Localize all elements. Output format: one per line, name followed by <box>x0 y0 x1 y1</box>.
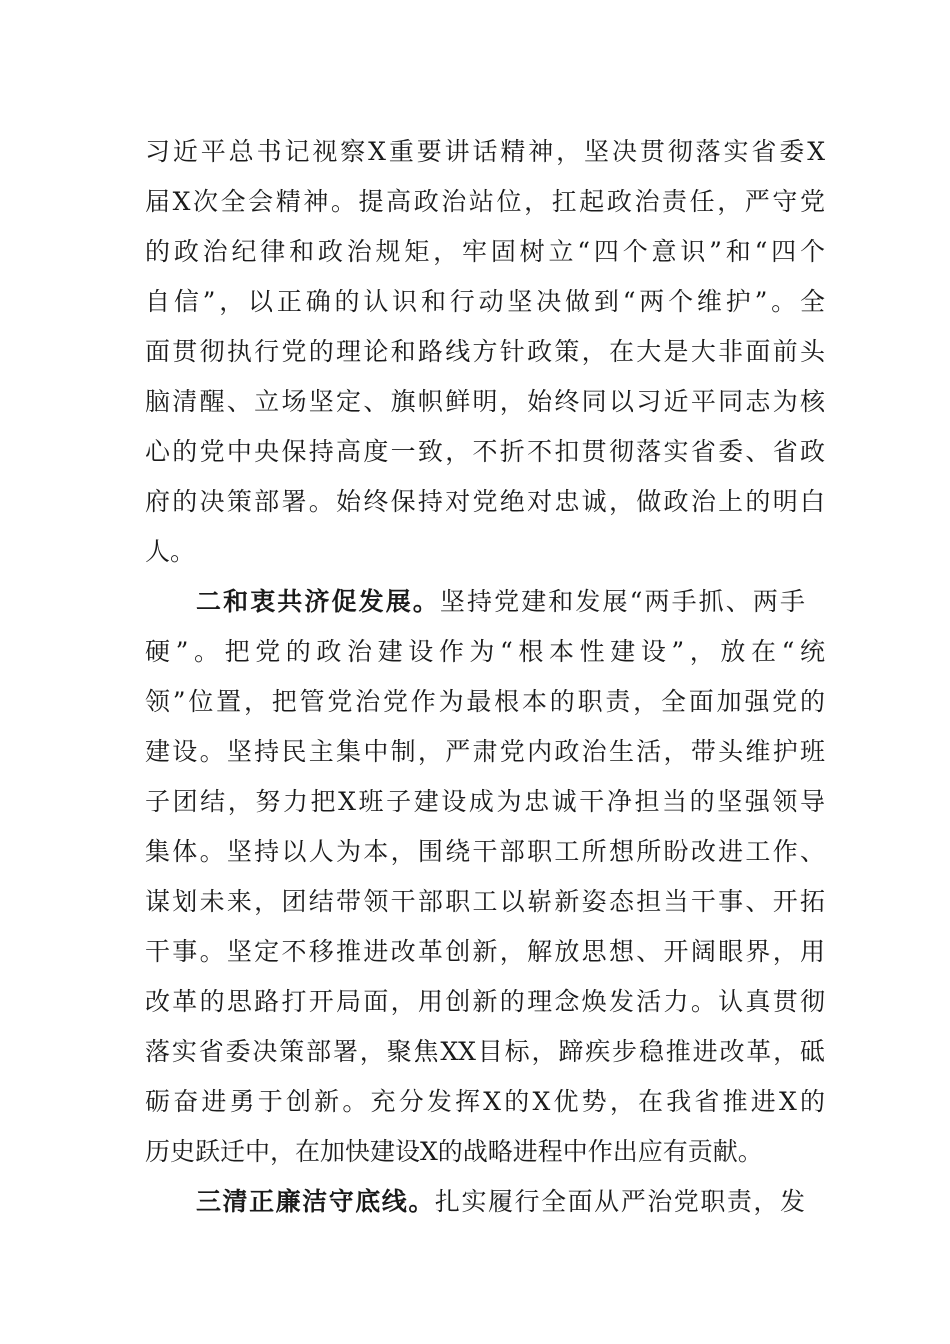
paragraph-2-line-1 <box>196 582 805 622</box>
paragraph-2-line-12: 历史跃迁中，在加快建设X的战略进程中作出应有贡献。 <box>145 1137 763 1166</box>
paragraph-2-line-11: 砺奋进勇于创新。充分发挥X的X优势，在我省推进X的 <box>145 1087 825 1116</box>
paragraph-2-line-8: 干事。坚定不移推进改革创新，解放思想、开阔眼界，用 <box>145 937 825 966</box>
paragraph-1-line-4: 自信”，以正确的认识和行动坚决做到“两个维护”。全 <box>145 287 825 316</box>
paragraph-1-line-3: 的政治纪律和政治规矩，牢固树立“四个意识”和“四个 <box>145 237 825 266</box>
paragraph-2-heading: 二和衷共济促发展。 <box>196 587 440 616</box>
paragraph-2-line-7: 谋划未来，团结带领干部职工以崭新姿态担当干事、开拓 <box>145 887 825 916</box>
paragraph-2-line-9: 改革的思路打开局面，用创新的理念焕发活力。认真贯彻 <box>145 987 825 1016</box>
paragraph-3-line-1 <box>196 1182 805 1222</box>
paragraph-3-first-line-text: 扎实履行全面从严治党职责，发 <box>434 1187 805 1216</box>
paragraph-2-line-3: 领”位置，把管党治党作为最根本的职责，全面加强党的 <box>145 687 825 716</box>
paragraph-1-line-5: 面贯彻执行党的理论和路线方针政策，在大是大非面前头 <box>145 337 825 366</box>
paragraph-1-line-1: 习近平总书记视察X重要讲话精神，坚决贯彻落实省委X <box>145 137 825 166</box>
paragraph-2-line-10: 落实省委决策部署，聚焦XX目标，蹄疾步稳推进改革，砥 <box>145 1037 825 1066</box>
paragraph-1-line-6: 脑清醒、立场坚定、旗帜鲜明，始终同以习近平同志为核 <box>145 387 825 416</box>
paragraph-1-line-8: 府的决策部署。始终保持对党绝对忠诚，做政治上的明白 <box>145 487 825 516</box>
paragraph-2-line-6: 集体。坚持以人为本，围绕干部职工所想所盼改进工作、 <box>145 837 825 866</box>
paragraph-3-heading: 三清正廉洁守底线。 <box>196 1187 435 1216</box>
paragraph-2-line-5: 子团结，努力把X班子建设成为忠诚干净担当的坚强领导 <box>145 787 825 816</box>
paragraph-2-line-4: 建设。坚持民主集中制，严肃党内政治生活，带头维护班 <box>145 737 825 766</box>
paragraph-1-line-9: 人。 <box>145 537 196 566</box>
paragraph-1-line-7: 心的党中央保持高度一致，不折不扣贯彻落实省委、省政 <box>145 437 825 466</box>
paragraph-2-first-line-text: 坚持党建和发展“两手抓、两手 <box>439 587 805 616</box>
paragraph-1-line-2: 届X次全会精神。提高政治站位，扛起政治责任，严守党 <box>145 187 825 216</box>
paragraph-2-line-2: 硬”。把党的政治建设作为“根本性建设”，放在“统 <box>145 637 825 666</box>
